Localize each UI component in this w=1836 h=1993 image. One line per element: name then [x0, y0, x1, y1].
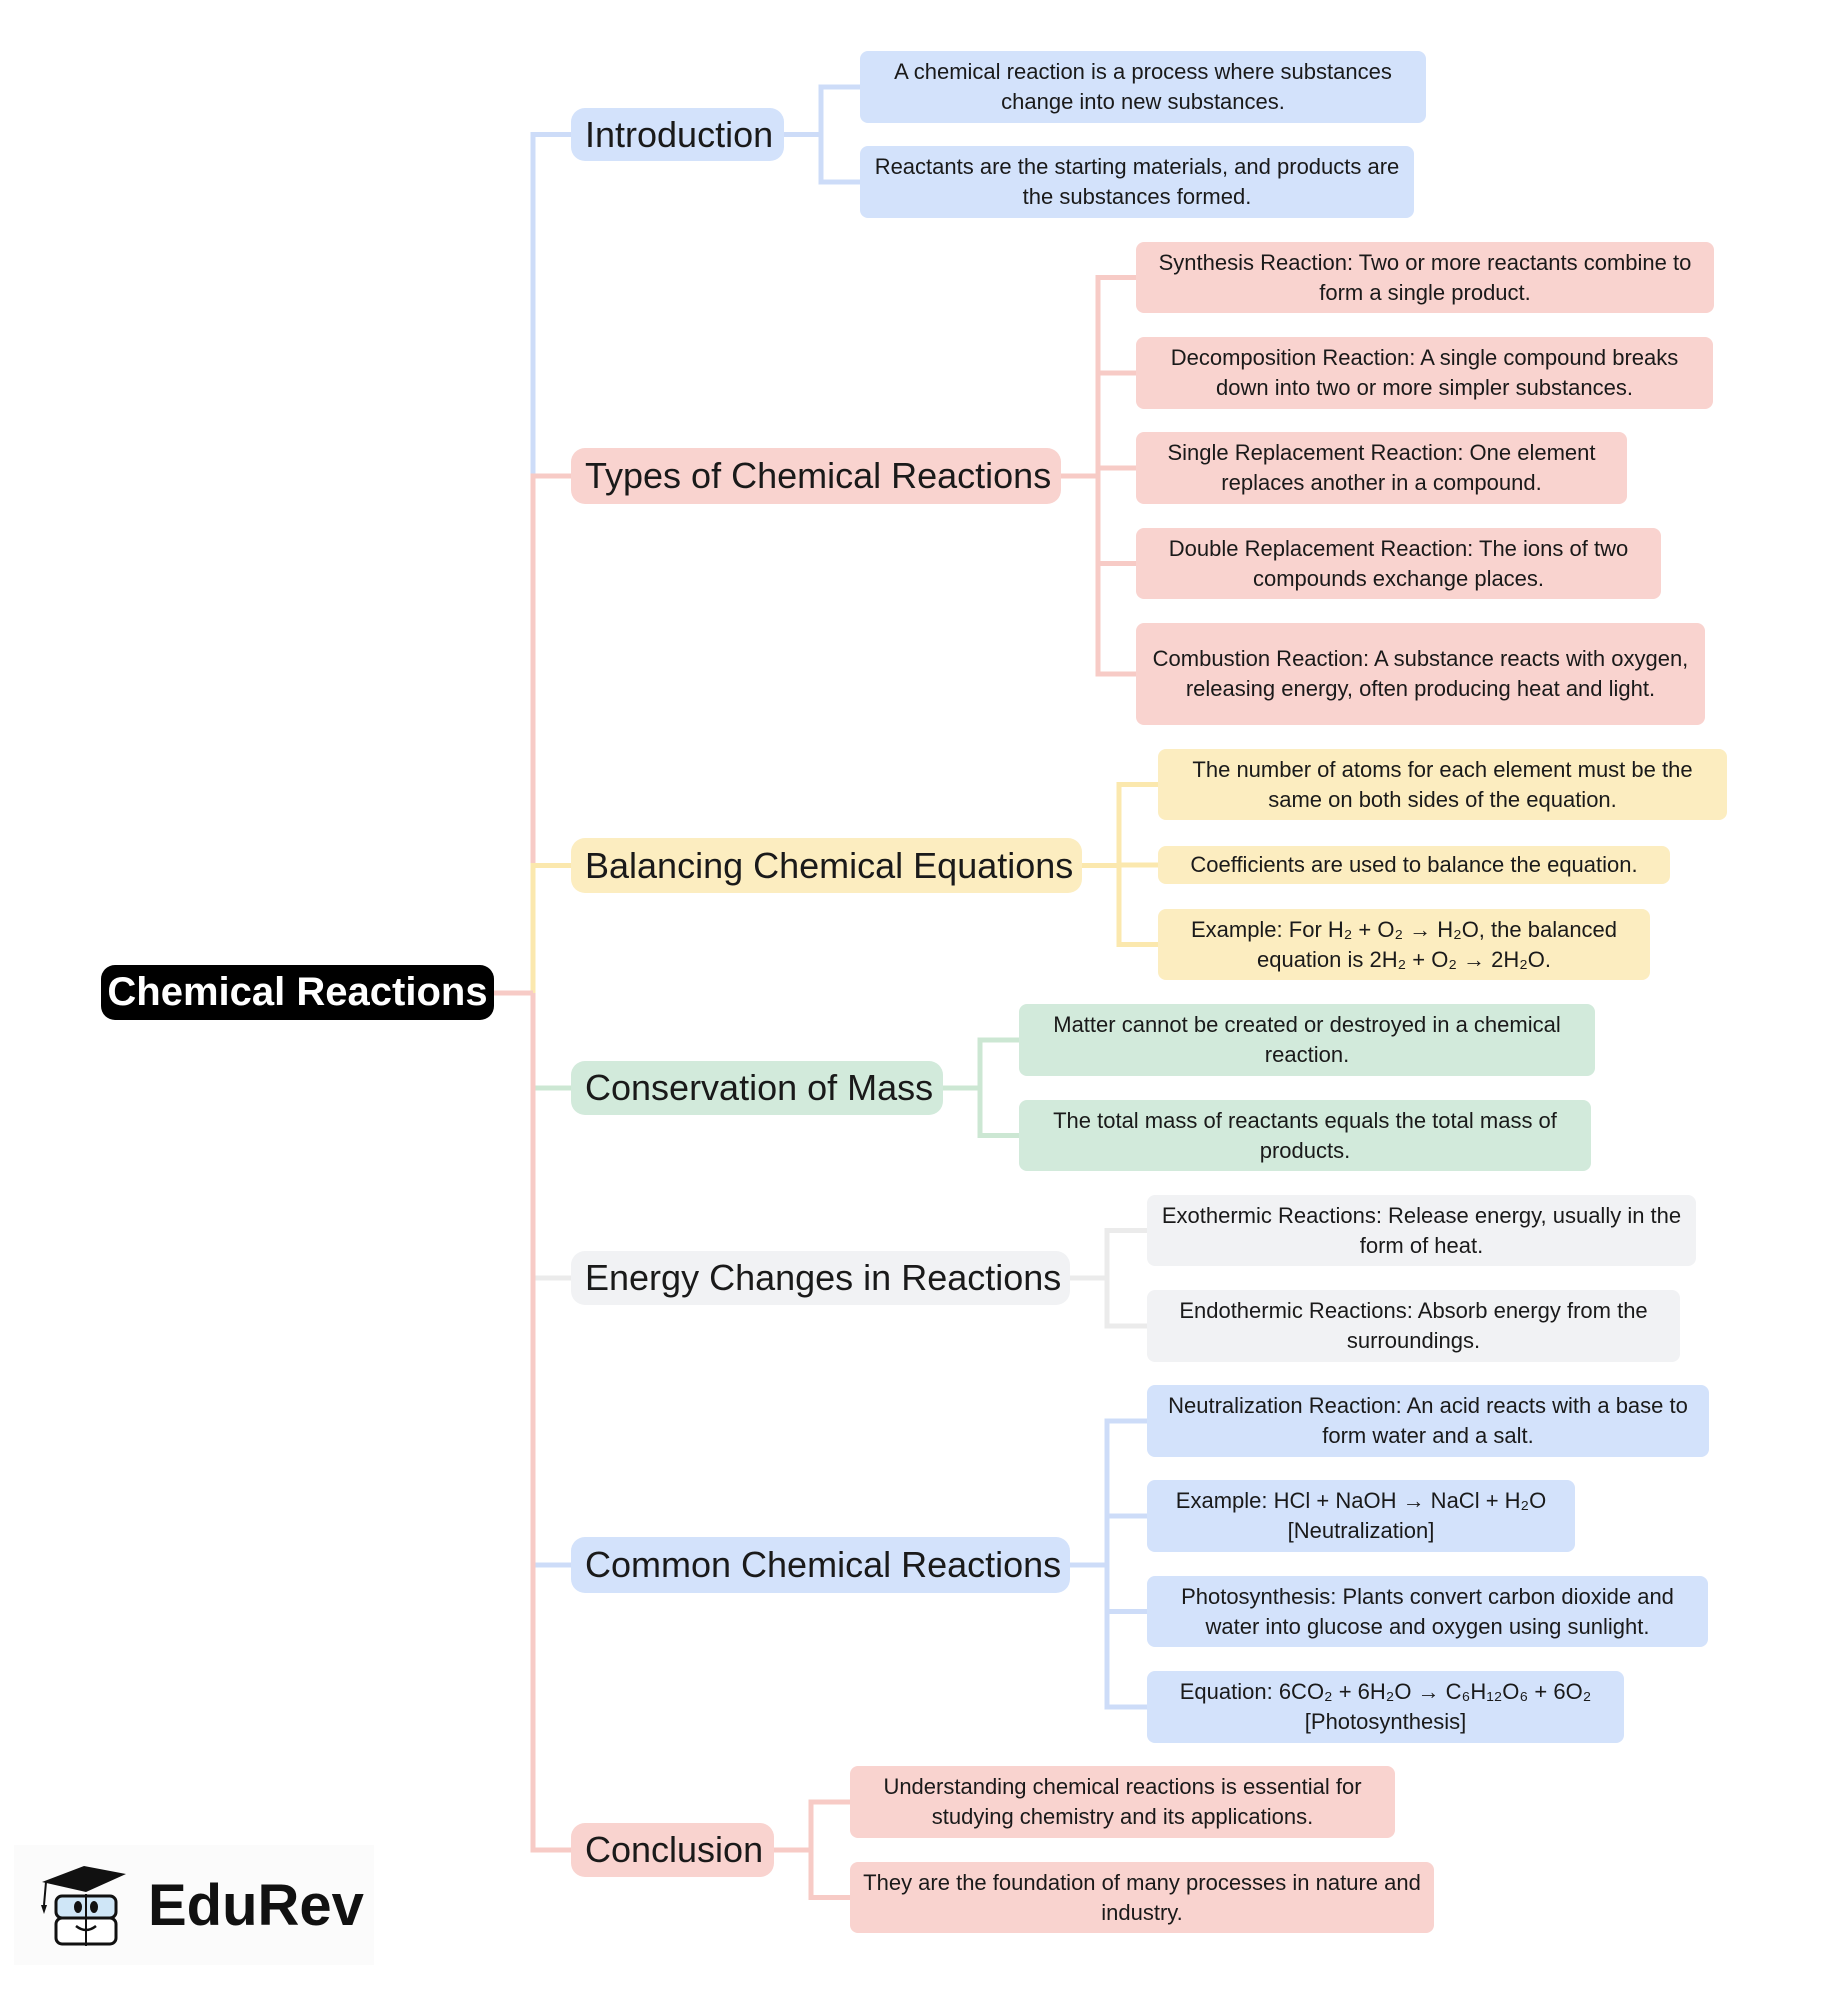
- leaf-node[interactable]: [1147, 1195, 1696, 1266]
- leaf-node[interactable]: [1019, 1100, 1591, 1171]
- branch-label: Balancing Chemical Equations: [585, 844, 1074, 886]
- graduate-mascot-icon: [34, 1860, 134, 1950]
- branch-node[interactable]: [571, 1251, 1070, 1305]
- leaf-text: Reactants are the starting materials, and products are the substances formed.: [874, 154, 1400, 209]
- leaf-text: Equation: 6CO₂ + 6H₂O → C₆H₁₂O₆ + 6O₂ [Photosynthesis]: [1179, 1679, 1592, 1734]
- leaf-text: Endothermic Reactions: Absorb energy from the surroundings.: [1179, 1298, 1648, 1353]
- leaf-node[interactable]: [860, 146, 1414, 218]
- leaf-text: Coefficients are used to balance the equation.: [1190, 852, 1638, 877]
- branch-node[interactable]: [571, 838, 1082, 893]
- leaf-text: Photosynthesis: Plants convert carbon dioxide and water into glucose and oxygen using sunlight.: [1181, 1583, 1674, 1639]
- branch-node[interactable]: [571, 108, 784, 161]
- leaf-node[interactable]: [1019, 1004, 1595, 1076]
- leaf-node[interactable]: [1147, 1385, 1709, 1457]
- leaf-node[interactable]: [1147, 1671, 1624, 1743]
- branch-label: Common Chemical Reactions: [585, 1544, 1062, 1585]
- leaf-text: Double Replacement Reaction: The ions of two compounds exchange places.: [1168, 535, 1629, 591]
- branch-label: Introduction: [585, 113, 774, 155]
- branch-node[interactable]: [571, 1537, 1070, 1593]
- leaf-text: Combustion Reaction: A substance reacts with oxygen, releasing energy, often producing heat and light.: [1152, 646, 1689, 701]
- leaf-node[interactable]: [1136, 242, 1714, 313]
- leaf-text: Decomposition Reaction: A single compound breaks down into two or more simpler substances.: [1170, 345, 1679, 400]
- branch-label: Energy Changes in Reactions: [585, 1257, 1062, 1298]
- branch-node[interactable]: [571, 1823, 774, 1877]
- branch-label: Types of Chemical Reactions: [585, 455, 1052, 496]
- leaf-node[interactable]: [850, 1766, 1395, 1838]
- leaf-node[interactable]: [1147, 1480, 1575, 1552]
- leaf-text: The total mass of reactants equals the total mass of products.: [1053, 1107, 1557, 1163]
- edurev-logo: [14, 1845, 374, 1965]
- leaf-node[interactable]: [1158, 909, 1650, 980]
- leaf-text: They are the foundation of many processes in nature and industry.: [863, 1869, 1421, 1925]
- branch-label: Conclusion: [585, 1829, 764, 1870]
- leaf-node[interactable]: [1136, 432, 1627, 504]
- branch-label: Conservation of Mass: [585, 1067, 934, 1108]
- logo-text: EduRev: [148, 1872, 364, 1938]
- branch-node[interactable]: [571, 1061, 943, 1115]
- leaf-node[interactable]: [1136, 528, 1661, 599]
- leaf-text: Understanding chemical reactions is essential for studying chemistry and its applications.: [883, 1774, 1362, 1829]
- leaf-text: Neutralization Reaction: An acid reacts with a base to form water and a salt.: [1168, 1393, 1688, 1448]
- root-node[interactable]: [101, 965, 494, 1020]
- leaf-text: Single Replacement Reaction: One element replaces another in a compound.: [1167, 440, 1596, 495]
- leaf-text: The number of atoms for each element must be the same on both sides of the equation.: [1192, 756, 1693, 812]
- leaf-node[interactable]: [1147, 1576, 1708, 1647]
- leaf-node[interactable]: [860, 51, 1426, 123]
- leaf-text: Exothermic Reactions: Release energy, usually in the form of heat.: [1161, 1202, 1682, 1258]
- leaf-text: Matter cannot be created or destroyed in a chemical reaction.: [1053, 1012, 1561, 1067]
- branch-node[interactable]: [571, 448, 1061, 504]
- leaf-node[interactable]: [850, 1862, 1434, 1933]
- leaf-node[interactable]: [1158, 846, 1670, 884]
- leaf-text: Synthesis Reaction: Two or more reactants combine to form a single product.: [1158, 249, 1692, 305]
- root-label: Chemical Reactions: [107, 970, 488, 1014]
- leaf-text: A chemical reaction is a process where substances change into new substances.: [894, 59, 1392, 114]
- leaf-node[interactable]: [1136, 337, 1713, 409]
- leaf-text: Example: For H₂ + O₂ → H₂O, the balanced equation is 2H₂ + O₂ → 2H₂O.: [1190, 916, 1618, 972]
- leaf-text: Example: HCl + NaOH → NaCl + H₂O [Neutralization]: [1175, 1488, 1547, 1543]
- leaf-node[interactable]: [1158, 749, 1727, 820]
- leaf-node[interactable]: [1147, 1290, 1680, 1362]
- leaf-node[interactable]: [1136, 623, 1705, 725]
